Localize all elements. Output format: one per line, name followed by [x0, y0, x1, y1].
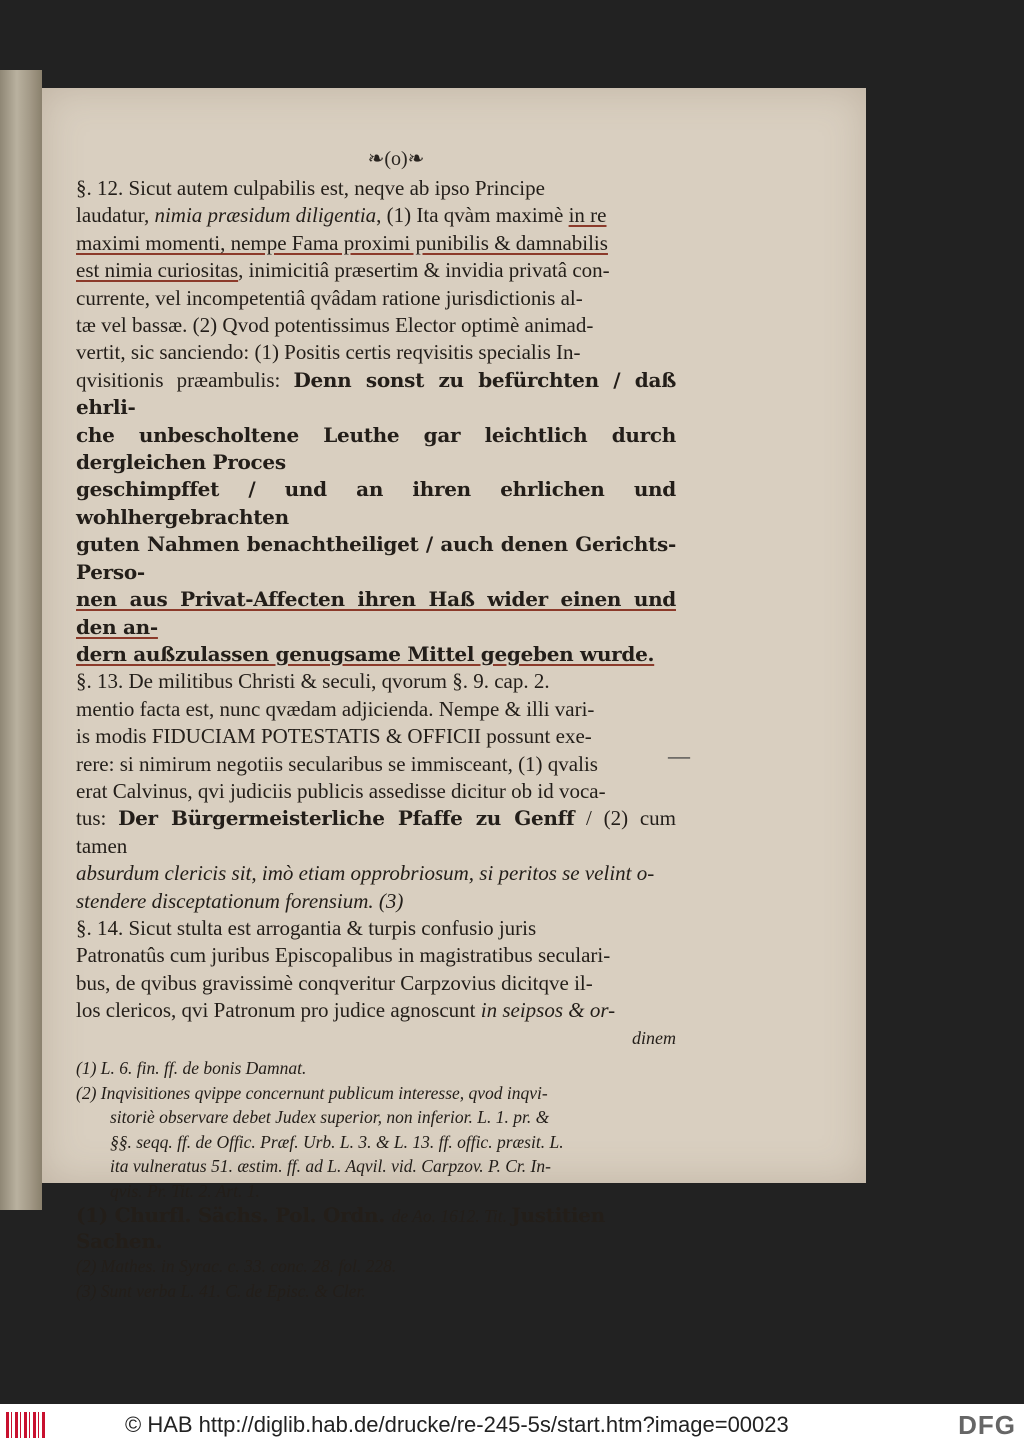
text-span: qvisitionis præambulis:: [76, 367, 294, 392]
text-line: [76, 668, 676, 695]
text-line: [76, 257, 676, 284]
fraktur-line: [76, 641, 676, 668]
footnote-continuation: [76, 1154, 676, 1179]
text-span: tus:: [76, 806, 119, 831]
text-line: [76, 339, 676, 366]
text-line: [76, 230, 676, 257]
fraktur-line: [76, 531, 676, 586]
fraktur-text: che unbescholtene Leuthe gar leichtlich durch dergleichen Proces: [76, 422, 676, 475]
fraktur-text: Justitien Sachen.: [76, 1203, 605, 1253]
footnote-text: (2) Mathes. in Syrac. c. 33. conc. 28. fol. 228.: [76, 1256, 397, 1276]
text-span-italic: nimia præsidum diligentia: [154, 203, 377, 228]
footnote-continuation: [76, 1179, 676, 1204]
text-line: [76, 312, 676, 339]
text-span: laudatur,: [76, 203, 155, 228]
footnote-continuation: [76, 1105, 676, 1130]
text-span: is modis FIDUCIAM POTESTATIS & OFFICII possunt exe-: [76, 724, 592, 749]
fraktur-text: geschimpffet / und an ihren ehrlichen und wohlhergebrachten: [76, 477, 676, 529]
footnote-continuation: [76, 1130, 676, 1155]
page-number: ❧(o)❧: [367, 148, 425, 170]
page-number-text: (o): [384, 148, 408, 170]
fraktur-line: [76, 422, 676, 477]
text-span: , (1) Ita qvàm maximè: [376, 203, 569, 228]
fraktur-line: [76, 586, 676, 641]
footnotes: [76, 1056, 676, 1303]
text-line: [76, 285, 676, 312]
text-span: rere: si nimirum negotiis secularibus se immisceant, (1) qvalis: [76, 751, 598, 776]
page-content: [76, 146, 676, 1303]
text-line: [76, 175, 676, 202]
underlined-text: in re: [568, 203, 607, 228]
text-line: [76, 723, 676, 750]
text-line: [76, 942, 676, 969]
fraktur-text: Denn sonst zu befürchten / daß ehrli-: [76, 367, 676, 420]
text-span: §. 12. Sicut autem culpabilis est, neqve ab ipso Principe: [76, 176, 545, 200]
catchword: [76, 1025, 676, 1052]
text-span: bus, de qvibus gravissimè conqveritur Carpzovius dicitqve il-: [76, 970, 593, 995]
text-line: [76, 202, 676, 229]
footnote-text: de Ao. 1612. Tit.: [391, 1206, 512, 1226]
text-line: [76, 778, 676, 805]
text-span: , inimicitiâ præsertim & invidia privatâ con-: [238, 258, 610, 283]
underlined-text: est nimia curiositas: [76, 258, 239, 283]
footnote: [76, 1081, 676, 1106]
book-spine-edge: [0, 70, 42, 1210]
footnote-text: §§. seqq. ff. de Offic. Præf. Urb. L. 3. & L. 13. ff. offic. præsit. L.: [110, 1131, 564, 1152]
text-line: [76, 696, 676, 723]
footnote-text: (1) L. 6. fin. ff. de bonis Damnat.: [76, 1058, 307, 1078]
underlined-text: nen aus Privat-Affecten ihren Haß wider einen und den an-: [76, 587, 676, 639]
footnote-text: ita vulneratus 51. æstim. ff. ad L. Aqvil. vid. Carpzov. P. Cr. In-: [110, 1156, 551, 1176]
footnote-text: (3) Sunt verba L. 41. C. de Episc. & Cler.: [76, 1280, 366, 1301]
fraktur-text: Der Bürgermeisterliche Pfaffe zu Genff: [118, 806, 575, 831]
footnote: [76, 1203, 676, 1254]
text-span-italic: stendere disceptationum forensium. (3): [76, 888, 404, 913]
footnote-text: (2) Inqvisitiones qvippe concernunt publicum interesse, qvod inqvi-: [76, 1082, 548, 1103]
fraktur-line: [76, 476, 676, 531]
footnote: [76, 1056, 676, 1081]
text-line: [76, 805, 676, 860]
text-span-italic: in seipsos & or-: [480, 998, 616, 1023]
text-span: los clericos, qvi Patronum pro judice agnoscunt: [76, 998, 481, 1023]
text-span: erat Calvinus, qvi judiciis publicis assedisse dicitur ob id voca-: [76, 778, 606, 803]
text-line: [76, 860, 676, 887]
underlined-text: dern außzulassen genugsame Mittel gegeben wurde.: [76, 641, 655, 666]
text-span: §. 13. De militibus Christi & seculi, qvorum §. 9. cap. 2.: [76, 669, 550, 694]
footer-credit-link[interactable]: © HAB http://diglib.hab.de/drucke/re-245-5s/start.htm?image=00023: [125, 1412, 789, 1437]
text-line: [76, 997, 676, 1024]
text-span-italic: absurdum clericis sit, imò etiam opprobriosum, si peritos se velint o-: [76, 861, 655, 886]
text-line: [76, 970, 676, 997]
text-line: [76, 367, 676, 422]
text-line: [76, 751, 676, 778]
footnote-text: sitoriè observare debet Judex superior, non inferior. L. 1. pr. &: [110, 1107, 550, 1127]
main-text: [76, 175, 676, 1052]
dfg-logo: DFG: [958, 1410, 1016, 1440]
text-line: [76, 888, 676, 915]
text-span: currente, vel incompetentiâ qvâdam ratione jurisdictionis al-: [76, 285, 583, 310]
text-span: vertit, sic sanciendo: (1) Positis certis reqvisitis specialis In-: [76, 340, 581, 365]
fraktur-text: (1) Churfl. Sächs. Pol. Ordn.: [76, 1203, 392, 1227]
text-span: / (2) cum tamen: [76, 806, 676, 858]
underlined-text: maximi momenti, nempe Fama proximi punibilis & damnabilis: [76, 230, 608, 255]
text-line: [76, 915, 676, 942]
footnote: [76, 1254, 676, 1279]
text-span: mentio facta est, nunc qvædam adjicienda. Nempe & illi vari-: [76, 696, 595, 721]
catchword-text: dinem: [632, 1027, 676, 1048]
footnote: [76, 1279, 676, 1304]
text-span: Patronatûs cum juribus Episcopalibus in magistratibus seculari-: [76, 943, 611, 968]
hab-logo-icon: [6, 1412, 46, 1438]
footer-bar: [0, 1404, 1024, 1446]
margin-mark: —: [668, 743, 690, 768]
text-span: §. 14. Sicut stulta est arrogantia & turpis confusio juris: [76, 915, 537, 940]
document-page: [42, 88, 866, 1301]
footnote-text: qvis. Pr. Tit. 2. Art. 1.: [110, 1180, 260, 1201]
text-span: tæ vel bassæ. (2) Qvod potentissimus Elector optimè animad-: [76, 313, 594, 338]
fraktur-text: guten Nahmen benachtheiliget / auch denen Gerichts-Perso-: [76, 532, 676, 584]
